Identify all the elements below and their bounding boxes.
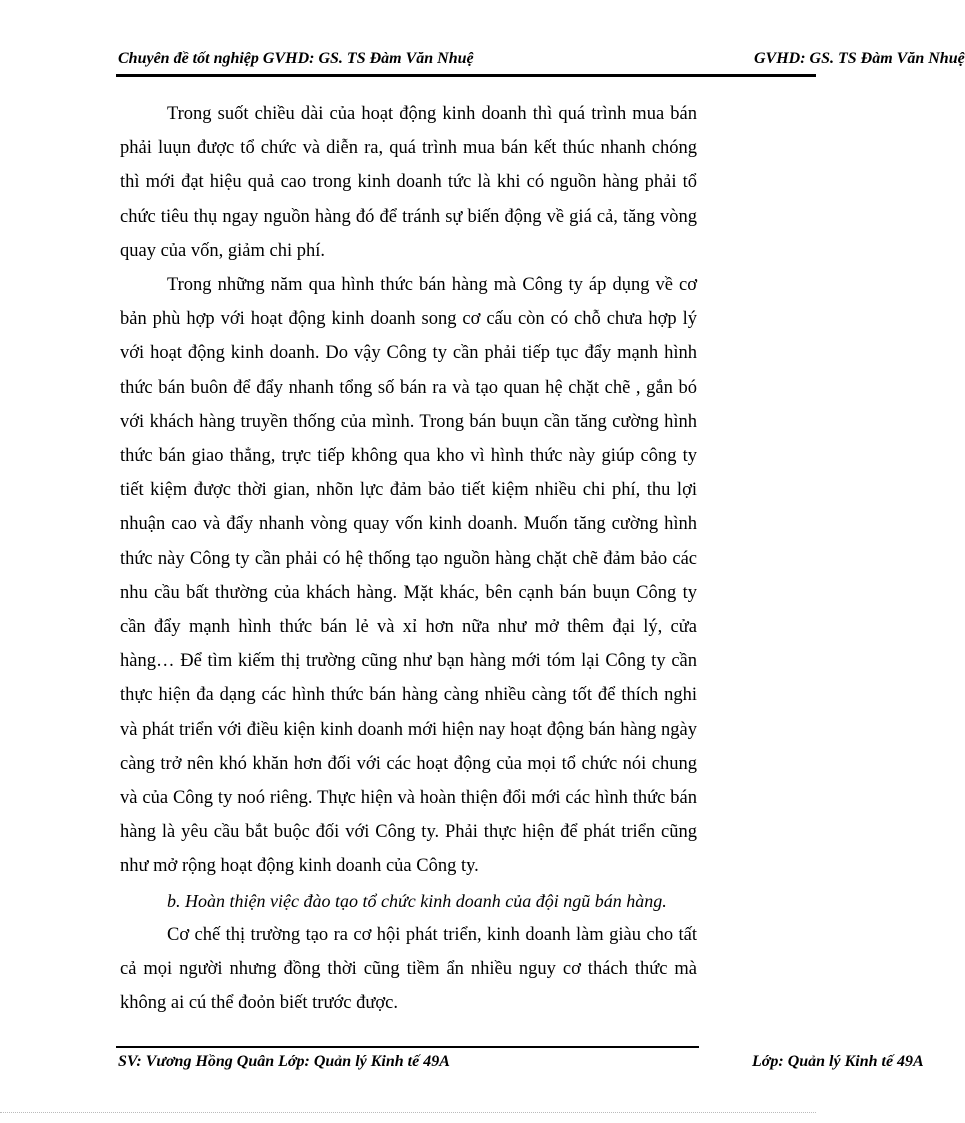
page-header xyxy=(118,50,965,74)
header-supervisor: GVHD: GS. TS Đàm Văn Nhuệ xyxy=(754,50,965,67)
document-body xyxy=(120,97,697,1020)
footer-class: Lớp: Quản lý Kinh tế 49A xyxy=(752,1053,924,1070)
body-paragraph-2: Trong những năm qua hình thức bán hàng mà Công ty áp dụng về cơ bản phù hợp với hoạt động kinh doanh song cơ cấu còn có chỗ chưa hợp lý với hoạt động kinh doanh. Do vậy Công ty cần phải tiếp tục đẩy mạnh hình thức bán buôn để đẩy nhanh tổng số bán ra và tạo quan hệ chặt chẽ , gắn bó với khách hàng truyền thống của mình. Trong bán buụn cần tăng cường hình thức bán giao thẳng, trực tiếp không qua kho vì hình thức này giúp công ty tiết kiệm được thời gian, nhõn lực đảm bảo tiết kiệm nhiều chi phí, thu lợi nhuận cao và đẩy nhanh vòng quay vốn kinh doanh. Muốn tăng cường hình thức này Công ty cần phải có hệ thống tạo nguồn hàng chặt chẽ đảm bảo các nhu cầu bất thường của khách hàng. Mặt khác, bên cạnh bán buụn Công ty cần đẩy mạnh hình thức bán lẻ và xỉ hơn nữa như mở thêm đại lý, cửa hàng… Để tìm kiếm thị trường cũng như bạn hàng mới tóm lại Công ty cần thực hiện đa dạng các hình thức bán hàng càng nhiều càng tốt để thích nghi và phát triển với điều kiện kinh doanh mới hiện nay hoạt động bán hàng ngày càng trở nên khó khăn hơn đối với các hoạt động của mọi tổ chức nói chung và của Công ty noó riêng. Thực hiện và hoàn thiện đổi mới các hình thức bán hàng là yêu cầu bắt buộc đối với Công ty. Phải thực hiện để phát triển cũng như mở rộng hoạt động kinh doanh của Công ty. xyxy=(120,275,697,877)
header-title: Chuyên đề tốt nghiệp GVHD: GS. TS Đàm Văn Nhuệ xyxy=(118,50,474,67)
header-divider xyxy=(116,74,816,77)
page-footer xyxy=(118,1053,924,1077)
page-bottom-border xyxy=(0,1112,816,1113)
footer-student: SV: Vương Hồng Quân Lớp: Quản lý Kinh tế 49A xyxy=(118,1053,450,1070)
section-subheading: b. Hoàn thiện việc đào tạo tổ chức kinh doanh của đội ngũ bán hàng. xyxy=(167,890,667,911)
footer-divider xyxy=(116,1046,699,1048)
body-paragraph-3: Cơ chế thị trường tạo ra cơ hội phát triển, kinh doanh làm giàu cho tất cả mọi người nhưng đồng thời cũng tiềm ẩn nhiều nguy cơ thách thức mà không ai cú thể đoỏn biết trước được. xyxy=(120,924,697,1014)
body-paragraph-1: Trong suốt chiều dài của hoạt động kinh doanh thì quá trình mua bán phải luụn được tổ chức và diễn ra, quá trình mua bán kết thúc nhanh chóng thì mới đạt hiệu quả cao trong kinh doanh tức là khi có nguồn hàng phải tổ chức tiêu thụ ngay nguồn hàng đó để tránh sự biến động về giá cả, tăng vòng quay của vốn, giảm chi phí. xyxy=(120,104,697,261)
